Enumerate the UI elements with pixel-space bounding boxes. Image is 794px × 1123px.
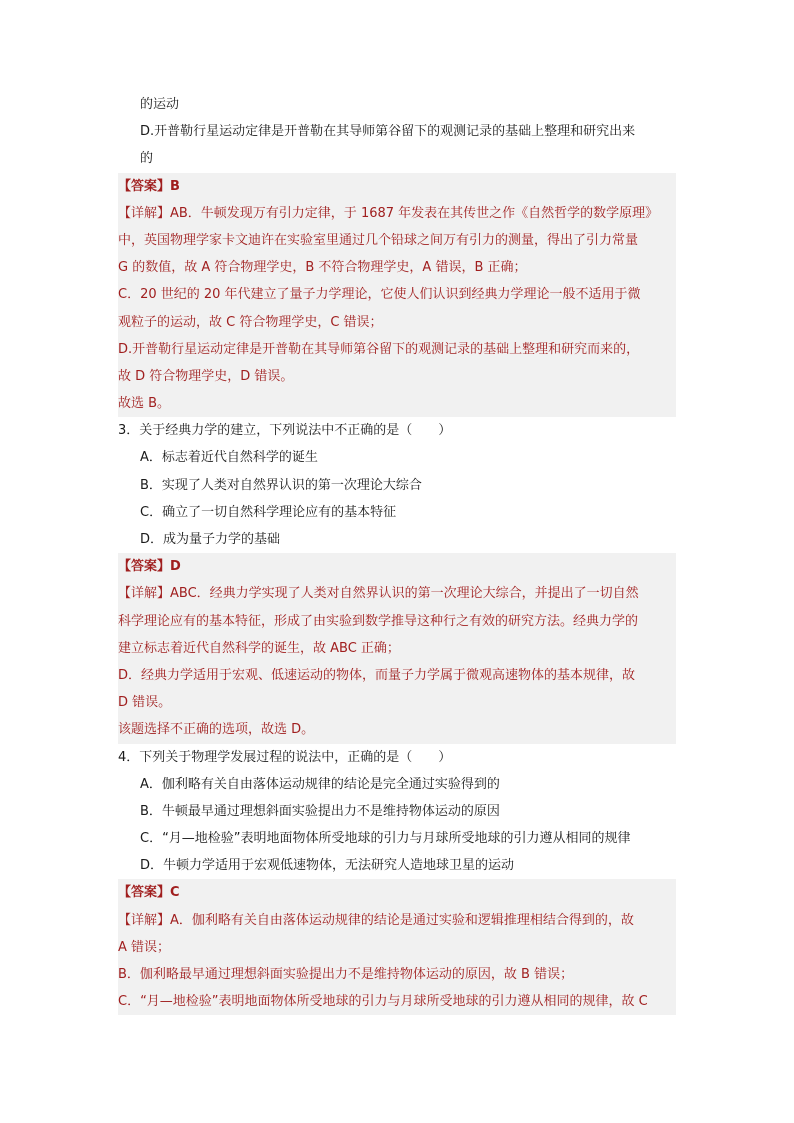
option-b: B．牛顿最早通过理想斜面实验提出力不是维持物体运动的原因 — [140, 803, 500, 819]
answer-label: 【答案】C — [118, 879, 676, 906]
explanation-line: C．“月—地检验”表明地面物体所受地球的引力与月球所受地球的引力遵从相同的规律，故 C — [118, 988, 676, 1015]
explanation-line: D．经典力学适用于宏观、低速运动的物体，而量子力学属于微观高速物体的基本规律，故 — [118, 662, 676, 689]
explanation-line: 【详解】A．伽利略有关自由落体运动规律的结论是通过实验和逻辑推理相结合得到的，故 — [118, 907, 676, 934]
answer-label: 【答案】B — [118, 173, 676, 200]
question-3-stem: 3．关于经典力学的建立，下列说法中不正确的是（ ） — [118, 423, 452, 439]
option-a: A．标志着近代自然科学的诞生 — [140, 450, 318, 466]
explanation-line: 故选 B。 — [118, 390, 676, 417]
explanation-line: A 错误； — [118, 934, 676, 961]
explanation-line: D 错误。 — [118, 689, 676, 716]
explanation-line: 中，英国物理学家卡文迪许在实验室里通过几个铅球之间万有引力的测量，得出了引力常量 — [118, 227, 676, 254]
explanation-line: D.开普勒行星运动定律是开普勒在其导师第谷留下的观测记录的基础上整理和研究而来的， — [118, 336, 676, 363]
explanation-line: G 的数值，故 A 符合物理学史，B 不符合物理学史，A 错误，B 正确； — [118, 254, 676, 281]
explanation-line: C．20 世纪的 20 年代建立了量子力学理论，它使人们认识到经典力学理论一般不适用于微 — [118, 281, 676, 308]
explanation-line: 该题选择不正确的选项，故选 D。 — [118, 716, 676, 743]
option-b: B．实现了人类对自然界认识的第一次理论大综合 — [140, 477, 422, 493]
explanation-line: 【详解】AB．牛顿发现万有引力定律，于 1687 年发表在其传世之作《自然哲学的数学原理》 — [118, 200, 676, 227]
option-c: C．确立了一切自然科学理论应有的基本特征 — [140, 504, 397, 520]
explanation-line: 【详解】ABC．经典力学实现了人类对自然界认识的第一次理论大综合，并提出了一切自然 — [118, 580, 676, 607]
document-body — [118, 91, 676, 1015]
question-4-stem: 4．下列关于物理学发展过程的说法中，正确的是（ ） — [118, 749, 452, 765]
option-d: D．牛顿力学适用于宏观低速物体，无法研究人造地球卫星的运动 — [140, 858, 515, 874]
answer-label: 【答案】D — [118, 553, 676, 580]
explanation-line: 故 D 符合物理学史，D 错误。 — [118, 363, 676, 390]
option-d-line: D.开普勒行星运动定律是开普勒在其导师第谷留下的观测记录的基础上整理和研究出来 — [140, 124, 636, 140]
explanation-line: 观粒子的运动，故 C 符合物理学史，C 错误； — [118, 309, 676, 336]
text-line: 的 — [140, 151, 154, 167]
option-c: C．“月—地检验”表明地面物体所受地球的引力与月球所受地球的引力遵从相同的规律 — [140, 831, 631, 847]
explanation-line: 科学理论应有的基本特征，形成了由实验到数学推导这种行之有效的研究方法。经典力学的 — [118, 608, 676, 635]
explanation-line: B．伽利略最早通过理想斜面实验提出力不是维持物体运动的原因，故 B 错误； — [118, 961, 676, 988]
option-a: A．伽利略有关自由落体运动规律的结论是完全通过实验得到的 — [140, 776, 500, 792]
text-line: 的运动 — [140, 97, 180, 112]
option-d: D．成为量子力学的基础 — [140, 532, 281, 547]
explanation-line: 建立标志着近代自然科学的诞生，故 ABC 正确； — [118, 635, 676, 662]
